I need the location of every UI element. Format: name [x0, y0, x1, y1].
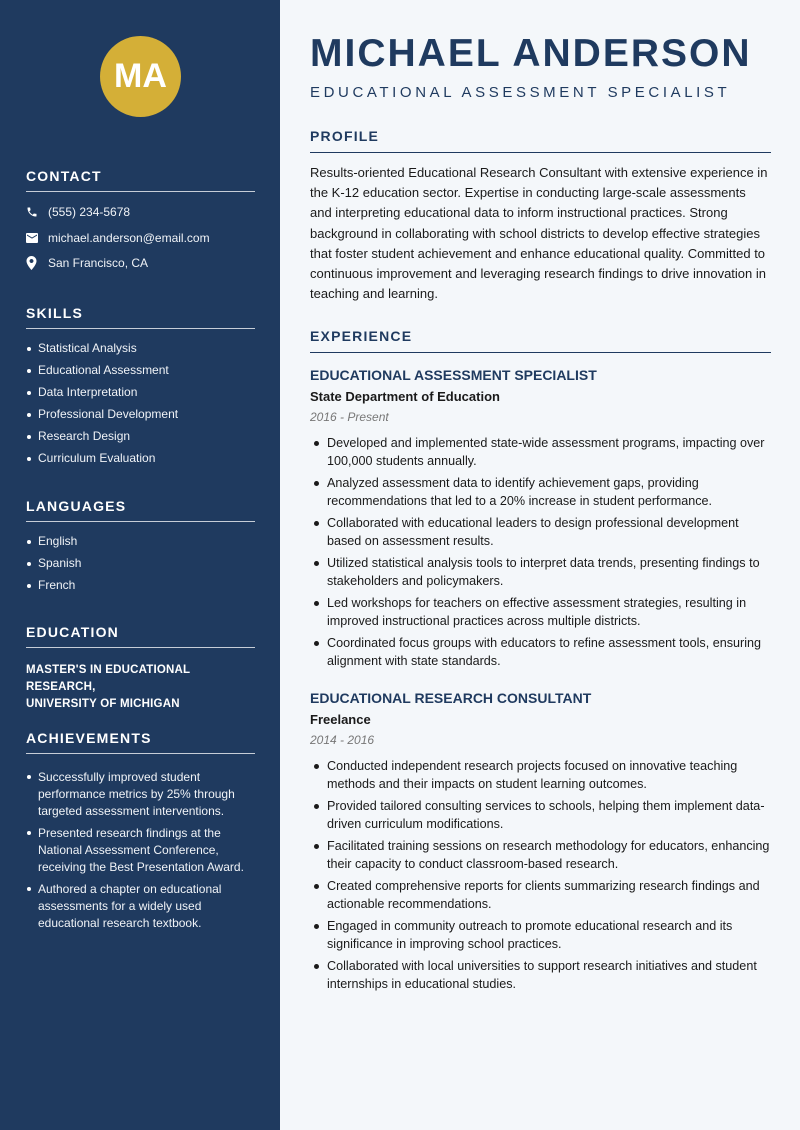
languages-section [26, 498, 255, 600]
job-bullet: Facilitated training sessions on research methodology for educators, enhancing their capacity to conduct classroom-based research. [310, 837, 771, 873]
job-bullet: Analyzed assessment data to identify achievement gaps, providing recommendations that led to a 20% increase in student performance. [310, 474, 771, 510]
candidate-role: EDUCATIONAL ASSESSMENT SPECIALIST [310, 84, 731, 101]
skill-item: Statistical Analysis [26, 341, 255, 356]
education-degree-line2: UNIVERSITY OF MICHIGAN [26, 698, 180, 710]
avatar: MA [100, 36, 181, 117]
job-bullet: Created comprehensive reports for clients summarizing research findings and actionable recommendations. [310, 877, 771, 913]
job-bullet: Collaborated with local universities to support research initiatives and student internships in educational studies. [310, 957, 771, 993]
achievement-item: Authored a chapter on educational assessments for a widely used educational research textbook. [26, 881, 255, 932]
phone-icon [26, 206, 48, 218]
job-title: EDUCATIONAL ASSESSMENT SPECIALIST [310, 367, 597, 383]
email-icon [26, 233, 48, 243]
languages-heading: LANGUAGES [26, 498, 255, 522]
sidebar [0, 0, 280, 1130]
skill-item: Research Design [26, 429, 255, 444]
job-company: State Department of Education [310, 389, 500, 404]
job-bullets [310, 434, 771, 670]
job-entry [310, 689, 771, 997]
skill-item: Professional Development [26, 407, 255, 422]
profile-text: Results-oriented Educational Research Consultant with extensive experience in the K-12 education sector. Expertise in conducting large-scale assessments and interpreting educational data to inform instructional practices. Strong background in collaborating with school districts to develop effective strategies that foster student achievement and enhance educational quality. Committed to continuous improvement and leveraging research findings to drive innovation in teaching and learning. [310, 165, 768, 302]
skills-section [26, 305, 255, 473]
language-item: French [26, 578, 255, 593]
contact-location [26, 255, 255, 271]
job-dates: 2014 - 2016 [310, 733, 375, 747]
skills-list [26, 341, 255, 466]
skills-heading: SKILLS [26, 305, 255, 329]
job-bullet: Coordinated focus groups with educators to refine assessment tools, ensuring alignment with state standards. [310, 634, 771, 670]
achievement-item: Successfully improved student performance metrics by 25% through targeted assessment interventions. [26, 769, 255, 820]
job-bullet: Developed and implemented state-wide assessment programs, impacting over 100,000 students annually. [310, 434, 771, 470]
job-bullet: Utilized statistical analysis tools to interpret data trends, presenting findings to stakeholders and policymakers. [310, 554, 771, 590]
skill-item: Educational Assessment [26, 363, 255, 378]
job-company: Freelance [310, 712, 371, 727]
skill-item: Curriculum Evaluation [26, 451, 255, 466]
contact-email [26, 230, 255, 246]
job-bullet: Provided tailored consulting services to schools, helping them implement data-driven curriculum modifications. [310, 797, 771, 833]
job-bullet: Conducted independent research projects focused on innovative teaching methods and their impacts on student learning outcomes. [310, 757, 771, 793]
education-degree [26, 662, 255, 713]
phone-text: (555) 234-5678 [48, 205, 131, 219]
profile-heading: PROFILE [310, 128, 771, 153]
achievement-item: Presented research findings at the National Assessment Conference, receiving the Best Presentation Award. [26, 825, 255, 876]
experience-heading: EXPERIENCE [310, 328, 771, 353]
location-pin-icon [26, 256, 48, 270]
languages-list [26, 534, 255, 593]
contact-heading: CONTACT [26, 168, 255, 192]
job-bullet: Collaborated with educational leaders to design professional development based on assessment results. [310, 514, 771, 550]
job-bullet: Engaged in community outreach to promote educational research and its significance in improving school practices. [310, 917, 771, 953]
contact-phone [26, 204, 255, 220]
education-section [26, 624, 255, 713]
skill-item: Data Interpretation [26, 385, 255, 400]
candidate-name: MICHAEL ANDERSON [310, 32, 752, 75]
education-degree-line1: MASTER'S IN EDUCATIONAL RESEARCH, [26, 664, 191, 693]
language-item: English [26, 534, 255, 549]
job-bullets [310, 757, 771, 993]
language-item: Spanish [26, 556, 255, 571]
achievements-list [26, 769, 255, 932]
email-text: michael.anderson@email.com [48, 230, 210, 245]
achievements-heading: ACHIEVEMENTS [26, 730, 255, 754]
job-entry [310, 366, 771, 674]
job-dates: 2016 - Present [310, 410, 389, 424]
contact-section [26, 168, 255, 281]
education-heading: EDUCATION [26, 624, 255, 648]
job-bullet: Led workshops for teachers on effective assessment strategies, resulting in improved instructional practices across multiple districts. [310, 594, 771, 630]
job-title: EDUCATIONAL RESEARCH CONSULTANT [310, 690, 592, 706]
location-text: San Francisco, CA [48, 256, 149, 270]
achievements-section [26, 730, 255, 937]
